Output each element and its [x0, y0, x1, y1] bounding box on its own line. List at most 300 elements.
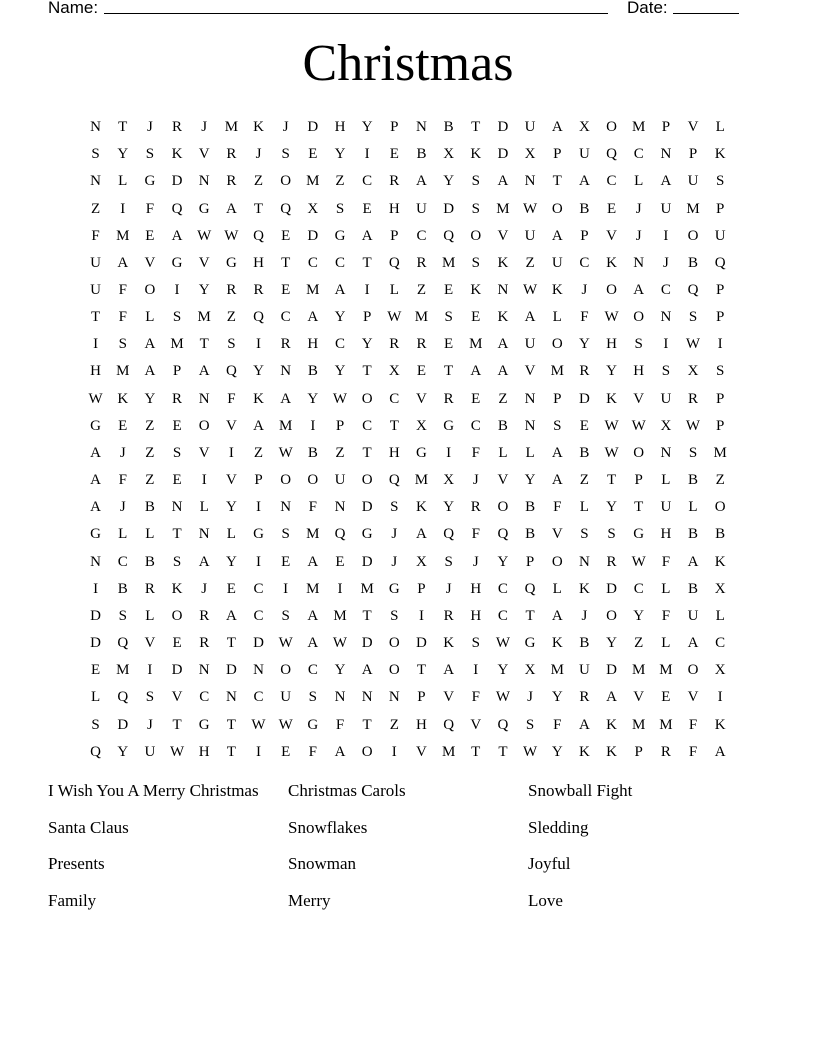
grid-letter[interactable]: Q	[388, 254, 400, 271]
grid-letter[interactable]: F	[471, 526, 480, 543]
grid-letter[interactable]: H	[388, 444, 400, 461]
grid-letter[interactable]: W	[685, 336, 701, 353]
grid-letter[interactable]: Y	[497, 662, 509, 679]
grid-letter[interactable]: I	[283, 580, 289, 597]
grid-letter[interactable]: N	[253, 662, 264, 679]
grid-letter[interactable]: K	[714, 716, 726, 733]
grid-letter[interactable]: B	[443, 119, 454, 136]
grid-letter[interactable]: U	[144, 743, 156, 760]
grid-letter[interactable]: Y	[117, 146, 129, 163]
grid-letter[interactable]: K	[470, 146, 482, 163]
grid-letter[interactable]: P	[716, 390, 725, 407]
grid-letter[interactable]: K	[497, 309, 509, 326]
grid-letter[interactable]: S	[444, 309, 453, 326]
grid-letter[interactable]: P	[417, 580, 426, 597]
grid-letter[interactable]: I	[256, 499, 262, 516]
grid-letter[interactable]: E	[118, 417, 128, 434]
grid-letter[interactable]: E	[362, 200, 372, 217]
grid-letter[interactable]: D	[171, 662, 183, 679]
grid-letter[interactable]: J	[581, 282, 588, 299]
grid-letter[interactable]: A	[307, 635, 319, 652]
grid-letter[interactable]: W	[224, 227, 239, 244]
grid-letter[interactable]: A	[660, 173, 672, 190]
grid-letter[interactable]: I	[446, 444, 452, 461]
grid-letter[interactable]: M	[306, 282, 320, 299]
grid-letter[interactable]: R	[389, 336, 400, 353]
grid-letter[interactable]: A	[307, 309, 319, 326]
grid-letter[interactable]: F	[118, 472, 127, 489]
grid-letter[interactable]: A	[144, 336, 156, 353]
grid-letter[interactable]: C	[280, 309, 291, 326]
grid-letter[interactable]: G	[144, 173, 156, 190]
grid-letter[interactable]: O	[388, 635, 400, 652]
grid-letter[interactable]: H	[633, 363, 645, 380]
grid-letter[interactable]: E	[281, 553, 291, 570]
grid-letter[interactable]: P	[390, 119, 399, 136]
grid-letter[interactable]: U	[90, 282, 101, 299]
grid-letter[interactable]: L	[199, 499, 209, 516]
grid-letter[interactable]: Y	[578, 336, 590, 353]
grid-letter[interactable]: Y	[361, 336, 373, 353]
grid-letter[interactable]: M	[496, 200, 510, 217]
grid-letter[interactable]: O	[307, 472, 319, 489]
grid-letter[interactable]: Z	[416, 282, 427, 299]
grid-letter[interactable]: Q	[687, 282, 699, 299]
grid-letter[interactable]: O	[388, 662, 400, 679]
grid-letter[interactable]: U	[524, 336, 536, 353]
grid-letter[interactable]: O	[633, 309, 645, 326]
grid-letter[interactable]: O	[687, 662, 699, 679]
grid-letter[interactable]: R	[226, 173, 237, 190]
grid-letter[interactable]: S	[716, 363, 725, 380]
grid-letter[interactable]: L	[688, 499, 698, 516]
grid-letter[interactable]: O	[551, 200, 563, 217]
grid-letter[interactable]: Q	[497, 526, 509, 543]
grid-letter[interactable]: D	[361, 499, 373, 516]
grid-letter[interactable]: S	[716, 173, 725, 190]
grid-letter[interactable]: J	[635, 227, 642, 244]
grid-letter[interactable]: B	[579, 200, 590, 217]
grid-letter[interactable]: D	[361, 635, 373, 652]
grid-letter[interactable]: T	[362, 716, 372, 733]
grid-letter[interactable]: V	[633, 390, 645, 407]
grid-letter[interactable]: H	[334, 119, 346, 136]
grid-letter[interactable]: A	[225, 607, 237, 624]
grid-letter[interactable]: H	[307, 336, 319, 353]
grid-letter[interactable]: U	[660, 200, 672, 217]
grid-letter[interactable]: T	[606, 472, 617, 489]
grid-letter[interactable]: L	[552, 580, 562, 597]
grid-letter[interactable]: A	[578, 173, 590, 190]
grid-letter[interactable]: V	[633, 689, 645, 706]
name-blank-line[interactable]	[104, 13, 608, 14]
grid-letter[interactable]: C	[334, 336, 345, 353]
grid-letter[interactable]: A	[334, 282, 346, 299]
grid-letter[interactable]: L	[715, 119, 725, 136]
grid-letter[interactable]: W	[604, 309, 619, 326]
grid-letter[interactable]: Y	[334, 662, 346, 679]
grid-letter[interactable]: Q	[334, 526, 346, 543]
grid-letter[interactable]: J	[445, 580, 452, 597]
grid-letter[interactable]: R	[226, 146, 237, 163]
grid-letter[interactable]: P	[688, 146, 698, 163]
grid-letter[interactable]: M	[197, 309, 211, 326]
grid-letter[interactable]: B	[688, 580, 699, 597]
grid-letter[interactable]: N	[198, 173, 210, 190]
grid-letter[interactable]: L	[145, 309, 155, 326]
grid-letter[interactable]: O	[606, 607, 617, 624]
grid-letter[interactable]: Q	[225, 363, 237, 380]
grid-letter[interactable]: F	[688, 743, 698, 760]
grid-letter[interactable]: W	[604, 444, 619, 461]
grid-letter[interactable]: C	[633, 146, 644, 163]
grid-letter[interactable]: N	[198, 390, 210, 407]
grid-letter[interactable]: V	[443, 689, 455, 706]
grid-letter[interactable]: B	[497, 417, 508, 434]
grid-letter[interactable]: I	[717, 689, 723, 706]
grid-letter[interactable]: X	[524, 146, 536, 163]
grid-letter[interactable]: N	[524, 390, 536, 407]
grid-letter[interactable]: Q	[443, 227, 455, 244]
grid-letter[interactable]: N	[578, 553, 590, 570]
grid-letter[interactable]: I	[93, 580, 99, 597]
grid-letter[interactable]: R	[416, 254, 427, 271]
grid-letter[interactable]: M	[279, 417, 293, 434]
grid-letter[interactable]: N	[524, 417, 536, 434]
grid-letter[interactable]: S	[227, 336, 236, 353]
grid-letter[interactable]: D	[307, 119, 319, 136]
grid-letter[interactable]: V	[524, 363, 536, 380]
grid-letter[interactable]: F	[661, 607, 671, 624]
grid-letter[interactable]: C	[362, 173, 373, 190]
grid-letter[interactable]: P	[417, 689, 426, 706]
grid-letter[interactable]: E	[471, 309, 481, 326]
grid-letter[interactable]: V	[198, 146, 210, 163]
grid-letter[interactable]: D	[90, 607, 101, 624]
grid-letter[interactable]: P	[254, 472, 263, 489]
grid-letter[interactable]: T	[362, 254, 372, 271]
grid-letter[interactable]: N	[280, 499, 292, 516]
grid-letter[interactable]: Y	[361, 119, 373, 136]
grid-letter[interactable]: I	[364, 282, 370, 299]
grid-letter[interactable]: P	[553, 146, 562, 163]
grid-letter[interactable]: X	[714, 580, 726, 597]
grid-letter[interactable]: R	[144, 580, 155, 597]
grid-letter[interactable]: E	[416, 363, 427, 380]
grid-letter[interactable]: C	[660, 282, 671, 299]
grid-letter[interactable]: P	[525, 553, 535, 570]
grid-letter[interactable]: Y	[334, 146, 346, 163]
grid-letter[interactable]: M	[713, 444, 727, 461]
grid-letter[interactable]: A	[90, 472, 101, 489]
grid-letter[interactable]: C	[307, 662, 318, 679]
grid-letter[interactable]: X	[443, 472, 455, 489]
grid-letter[interactable]: J	[581, 607, 588, 624]
grid-letter[interactable]: D	[90, 635, 101, 652]
grid-letter[interactable]: U	[524, 227, 536, 244]
grid-letter[interactable]: T	[226, 635, 236, 652]
grid-letter[interactable]: V	[606, 227, 617, 244]
grid-letter[interactable]: H	[470, 607, 482, 624]
grid-letter[interactable]: Q	[117, 635, 129, 652]
grid-letter[interactable]: Y	[307, 390, 319, 407]
grid-letter[interactable]: F	[91, 227, 100, 244]
grid-letter[interactable]: V	[144, 254, 156, 271]
grid-letter[interactable]: Y	[144, 390, 156, 407]
grid-letter[interactable]: M	[441, 743, 456, 760]
grid-letter[interactable]: F	[688, 716, 698, 733]
grid-letter[interactable]: B	[688, 254, 699, 271]
grid-letter[interactable]: P	[335, 417, 345, 434]
grid-letter[interactable]: R	[416, 336, 427, 353]
grid-letter[interactable]: K	[117, 390, 129, 407]
grid-letter[interactable]: H	[606, 336, 617, 353]
grid-letter[interactable]: V	[497, 472, 509, 489]
grid-letter[interactable]: F	[471, 444, 480, 461]
grid-letter[interactable]: S	[688, 309, 698, 326]
grid-letter[interactable]: G	[334, 227, 346, 244]
grid-letter[interactable]: D	[606, 662, 617, 679]
grid-letter[interactable]: F	[118, 282, 127, 299]
grid-letter[interactable]: Z	[253, 444, 264, 461]
grid-letter[interactable]: S	[444, 553, 453, 570]
grid-letter[interactable]: C	[253, 607, 264, 624]
grid-letter[interactable]: P	[390, 227, 399, 244]
grid-letter[interactable]: K	[578, 743, 590, 760]
grid-letter[interactable]: F	[580, 309, 589, 326]
grid-letter[interactable]: T	[281, 254, 291, 271]
grid-letter[interactable]: G	[198, 716, 210, 733]
grid-letter[interactable]: O	[551, 553, 563, 570]
grid-letter[interactable]: E	[145, 227, 155, 244]
grid-letter[interactable]: C	[715, 635, 726, 652]
grid-letter[interactable]: Y	[443, 173, 455, 190]
grid-letter[interactable]: W	[495, 635, 510, 652]
grid-letter[interactable]: R	[226, 282, 237, 299]
grid-letter[interactable]: Q	[253, 309, 264, 326]
grid-letter[interactable]: S	[91, 146, 100, 163]
grid-letter[interactable]: S	[281, 526, 290, 543]
grid-letter[interactable]: K	[551, 282, 563, 299]
grid-letter[interactable]: Z	[145, 417, 155, 434]
grid-letter[interactable]: S	[172, 553, 182, 570]
grid-letter[interactable]: N	[660, 444, 672, 461]
grid-letter[interactable]: T	[118, 119, 128, 136]
grid-letter[interactable]: O	[633, 444, 645, 461]
grid-letter[interactable]: T	[525, 607, 535, 624]
grid-letter[interactable]: J	[255, 146, 262, 163]
grid-letter[interactable]: Y	[497, 553, 509, 570]
grid-letter[interactable]: L	[226, 526, 236, 543]
grid-letter[interactable]: G	[225, 254, 237, 271]
grid-letter[interactable]: T	[172, 716, 182, 733]
grid-letter[interactable]: D	[171, 173, 183, 190]
grid-letter[interactable]: A	[606, 689, 617, 706]
grid-letter[interactable]: Y	[117, 743, 129, 760]
grid-letter[interactable]: Q	[524, 580, 536, 597]
grid-letter[interactable]: J	[391, 553, 398, 570]
grid-letter[interactable]: S	[118, 336, 127, 353]
grid-letter[interactable]: O	[470, 227, 482, 244]
grid-letter[interactable]: Z	[145, 472, 155, 489]
grid-letter[interactable]: X	[524, 662, 536, 679]
grid-letter[interactable]: V	[551, 526, 563, 543]
grid-letter[interactable]: X	[307, 200, 319, 217]
grid-letter[interactable]: L	[389, 282, 399, 299]
grid-letter[interactable]: Y	[334, 309, 346, 326]
grid-letter[interactable]: V	[416, 390, 427, 407]
grid-letter[interactable]: B	[416, 146, 427, 163]
grid-letter[interactable]: U	[687, 607, 699, 624]
grid-letter[interactable]: J	[527, 689, 533, 706]
grid-letter[interactable]: W	[685, 417, 701, 434]
grid-letter[interactable]: Z	[335, 444, 345, 461]
grid-letter[interactable]: B	[579, 635, 590, 652]
grid-letter[interactable]: U	[90, 254, 101, 271]
grid-letter[interactable]: J	[201, 119, 208, 136]
grid-letter[interactable]: A	[280, 390, 292, 407]
grid-letter[interactable]: A	[443, 662, 455, 679]
grid-letter[interactable]: D	[307, 227, 319, 244]
grid-letter[interactable]: N	[198, 662, 210, 679]
grid-letter[interactable]: N	[225, 689, 237, 706]
grid-letter[interactable]: P	[553, 390, 562, 407]
grid-letter[interactable]: X	[578, 119, 590, 136]
grid-letter[interactable]: G	[198, 200, 210, 217]
grid-letter[interactable]: Z	[145, 444, 155, 461]
grid-letter[interactable]: C	[307, 254, 318, 271]
grid-letter[interactable]: Q	[443, 716, 455, 733]
grid-letter[interactable]: P	[362, 309, 372, 326]
grid-letter[interactable]: X	[714, 662, 726, 679]
grid-letter[interactable]: U	[578, 146, 590, 163]
grid-letter[interactable]: H	[660, 526, 672, 543]
grid-letter[interactable]: A	[361, 227, 373, 244]
grid-letter[interactable]: B	[688, 472, 699, 489]
grid-letter[interactable]: T	[471, 743, 481, 760]
grid-letter[interactable]: C	[633, 580, 644, 597]
grid-letter[interactable]: S	[471, 200, 480, 217]
grid-letter[interactable]: T	[362, 444, 372, 461]
grid-letter[interactable]: O	[714, 499, 726, 516]
grid-letter[interactable]: Z	[579, 472, 589, 489]
grid-letter[interactable]: M	[306, 580, 320, 597]
grid-letter[interactable]: J	[201, 580, 208, 597]
grid-letter[interactable]: G	[388, 580, 400, 597]
grid-letter[interactable]: X	[443, 146, 455, 163]
grid-letter[interactable]: B	[525, 499, 536, 516]
grid-letter[interactable]: G	[90, 417, 101, 434]
grid-letter[interactable]: A	[497, 363, 509, 380]
grid-letter[interactable]: H	[416, 716, 427, 733]
grid-letter[interactable]: M	[632, 716, 646, 733]
grid-letter[interactable]: E	[444, 282, 454, 299]
grid-letter[interactable]: I	[174, 282, 180, 299]
grid-letter[interactable]: M	[659, 662, 673, 679]
grid-letter[interactable]: T	[552, 173, 562, 190]
grid-letter[interactable]: Q	[497, 716, 509, 733]
grid-letter[interactable]: K	[714, 553, 726, 570]
grid-letter[interactable]: R	[579, 689, 590, 706]
grid-letter[interactable]: H	[388, 200, 400, 217]
grid-letter[interactable]: P	[634, 472, 643, 489]
grid-letter[interactable]: Y	[225, 499, 237, 516]
grid-letter[interactable]: K	[606, 716, 617, 733]
grid-letter[interactable]: I	[337, 580, 343, 597]
grid-letter[interactable]: W	[332, 635, 348, 652]
grid-letter[interactable]: N	[633, 254, 645, 271]
grid-letter[interactable]: I	[391, 743, 397, 760]
grid-letter[interactable]: F	[308, 499, 317, 516]
grid-letter[interactable]: O	[606, 119, 617, 136]
grid-letter[interactable]: D	[497, 119, 509, 136]
grid-letter[interactable]: Y	[253, 363, 264, 380]
grid-letter[interactable]: U	[578, 662, 590, 679]
grid-letter[interactable]: C	[389, 390, 400, 407]
grid-letter[interactable]: T	[444, 363, 454, 380]
grid-letter[interactable]: M	[441, 254, 456, 271]
grid-letter[interactable]: H	[470, 580, 482, 597]
grid-letter[interactable]: C	[253, 580, 264, 597]
grid-letter[interactable]: L	[715, 607, 725, 624]
grid-letter[interactable]: E	[471, 390, 481, 407]
grid-letter[interactable]: K	[714, 146, 726, 163]
grid-letter[interactable]: R	[443, 607, 454, 624]
grid-letter[interactable]: W	[387, 309, 402, 326]
grid-letter[interactable]: A	[361, 662, 373, 679]
grid-letter[interactable]: B	[525, 526, 536, 543]
grid-letter[interactable]: A	[497, 173, 509, 190]
grid-letter[interactable]: Q	[171, 200, 183, 217]
grid-letter[interactable]: E	[335, 553, 345, 570]
grid-letter[interactable]: B	[688, 526, 699, 543]
grid-letter[interactable]: R	[199, 635, 210, 652]
grid-letter[interactable]: T	[471, 119, 481, 136]
grid-letter[interactable]: R	[579, 363, 590, 380]
grid-letter[interactable]: C	[334, 254, 345, 271]
grid-letter[interactable]: I	[418, 607, 424, 624]
grid-letter[interactable]: Q	[117, 689, 129, 706]
date-blank-line[interactable]	[673, 13, 739, 14]
grid-letter[interactable]: V	[225, 472, 237, 489]
grid-letter[interactable]: P	[716, 200, 725, 217]
grid-letter[interactable]: F	[227, 390, 236, 407]
grid-letter[interactable]: Q	[606, 146, 617, 163]
grid-letter[interactable]: J	[146, 716, 153, 733]
grid-letter[interactable]: A	[117, 254, 129, 271]
grid-letter[interactable]: V	[198, 254, 210, 271]
grid-letter[interactable]: X	[416, 553, 427, 570]
grid-letter[interactable]: N	[280, 363, 292, 380]
grid-letter[interactable]: W	[631, 553, 646, 570]
grid-letter[interactable]: V	[497, 227, 509, 244]
grid-letter[interactable]: A	[551, 607, 563, 624]
grid-letter[interactable]: D	[225, 662, 237, 679]
grid-letter[interactable]: A	[253, 417, 264, 434]
grid-letter[interactable]: T	[199, 336, 209, 353]
grid-letter[interactable]: R	[280, 336, 291, 353]
grid-letter[interactable]: T	[226, 743, 236, 760]
grid-letter[interactable]: X	[416, 417, 427, 434]
grid-letter[interactable]: R	[606, 553, 617, 570]
grid-letter[interactable]: S	[145, 689, 155, 706]
grid-letter[interactable]: M	[469, 336, 483, 353]
grid-letter[interactable]: R	[172, 119, 183, 136]
grid-letter[interactable]: K	[551, 635, 563, 652]
grid-letter[interactable]: P	[716, 309, 725, 326]
grid-letter[interactable]: M	[414, 309, 429, 326]
grid-letter[interactable]: J	[282, 119, 289, 136]
